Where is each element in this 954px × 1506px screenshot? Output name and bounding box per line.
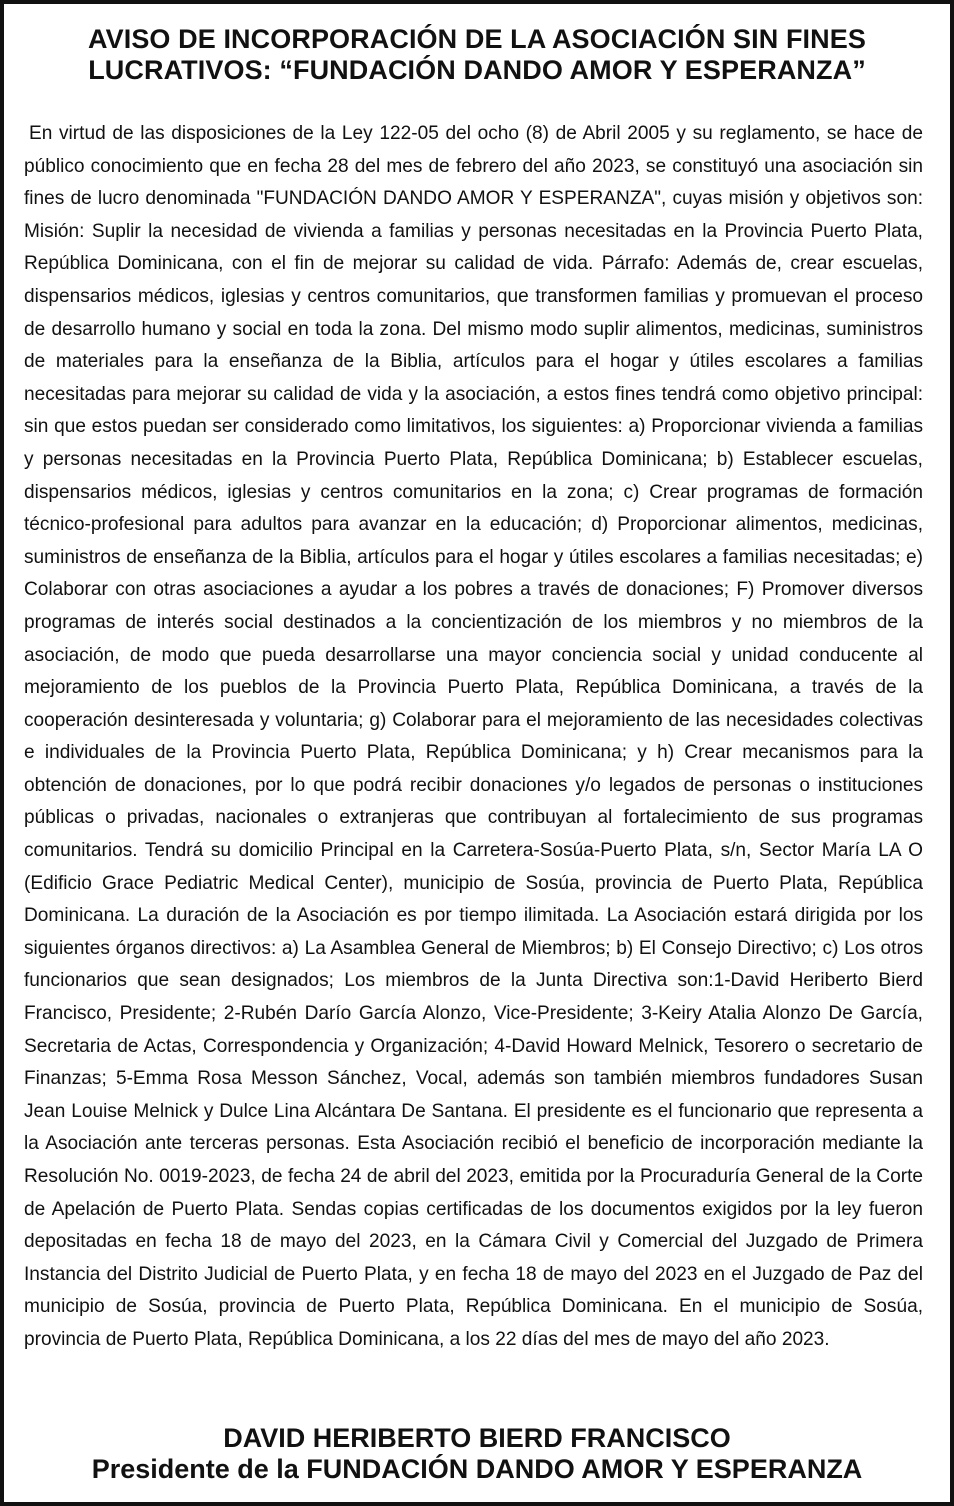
signature-role: Presidente de la FUNDACIÓN DANDO AMOR Y ESPERANZA xyxy=(91,1454,863,1484)
signature-block xyxy=(24,1423,930,1485)
notice-body: En virtud de las disposiciones de la Ley 122-05 del ocho (8) de Abril 2005 y su reglamento, se hace de público conocimiento que en fecha 28 del mes de febrero del año 2023, se constituyó una asociación sin fines de lucro denominada "FUNDACIÓN DANDO AMOR Y ESPERANZA", cuyas misión y objetivos son: Misión: Suplir la necesidad de vivienda a familias y personas necesitadas en la Provincia Puerto Plata, República Dominicana, con el fin de mejorar su calidad de vida. Párrafo: Además de, crear escuelas, dispensarios médicos, iglesias y centros comunitarios, que transformen familias y promuevan el proceso de desarrollo humano y social en toda la zona. Del mismo modo suplir alimentos, medicinas, suministros de materiales para la enseñanza de la Biblia, artículos para el hogar y útiles escolares a familias necesitadas para mejorar su calidad de vida y la asociación, a estos fines tendrá como objetivo principal: sin que estos puedan ser considerado como limitativos, los siguientes: a) Proporcionar vivienda a familias y personas necesitadas en la Provincia Puerto Plata, República Dominicana; b) Establecer escuelas, dispensarios médicos, iglesias y centros comunitarios en la zona; c) Crear programas de formación técnico-profesional para adultos para avanzar en la educación; d) Proporcionar alimentos, medicinas, suministros de enseñanza de la Biblia, artículos para el hogar y útiles escolares a familias necesitadas; e) Colaborar con otras asociaciones a ayudar a los pobres a través de donaciones; F) Promover diversos programas de interés social destinados a la concientización de los miembros y no miembros de la asociación, de modo que pueda desarrollarse una mayor conciencia social y unidad conducente al mejoramiento de los pueblos de la Provincia Puerto Plata, República Dominicana, a través de la cooperación desinteresada y voluntaria; g) Colaborar para el mejoramiento de las necesidades colectivas e individuales de la Provincia Puerto Plata, República Dominicana; y h) Crear mecanismos para la obtención de donaciones, por lo que podrá recibir donaciones y/o legados de personas o instituciones públicas o privadas, nacionales o extranjeras que contribuyan al fortalecimiento de sus programas comunitarios. Tendrá su domicilio Principal en la Carretera-Sosúa-Puerto Plata, s/n, Sector María LA O (Edificio Grace Pediatric Medical Center), municipio de Sosúa, provincia de Puerto Plata, República Dominicana. La duración de la Asociación es por tiempo ilimitada. La Asociación estará dirigida por los siguientes órganos directivos: a) La Asamblea General de Miembros; b) El Consejo Directivo; c) Los otros funcionarios que sean designados; Los miembros de la Junta Directiva son:1-David Heriberto Bierd Francisco, Presidente; 2-Rubén Darío García Alonzo, Vice-Presidente; 3-Keiry Atalia Alonzo De García, Secretaria de Actas, Correspondencia y Organización; 4-David Howard Melnick, Tesorero o secretario de Finanzas; 5-Emma Rosa Messon Sánchez, Vocal, además son también miembros fundadores Susan Jean Louise Melnick y Dulce Lina Alcántara De Santana. El presidente es el funcionario que representa a la Asociación ante terceras personas. Esta Asociación recibió el beneficio de incorporación mediante la Resolución No. 0019-2023, de fecha 24 de abril del 2023, emitida por la Procuraduría General de la Corte de Apelación de Puerto Plata. Sendas copias certificadas de los documentos exigidos por la ley fueron depositadas en fecha 18 de mayo del 2023, en la Cámara Civil y Comercial del Juzgado de Primera Instancia del Distrito Judicial de Puerto Plata, y en fecha 18 de mayo del 2023 en el Juzgado de Paz del municipio de Sosúa, provincia de Puerto Plata, República Dominicana. En el municipio de Sosúa, provincia de Puerto Plata, República Dominicana, a los 22 días del mes de mayo del año 2023. xyxy=(24,123,923,1350)
signature-name: DAVID HERIBERTO BIERD FRANCISCO xyxy=(223,1423,731,1453)
notice-title xyxy=(24,24,930,86)
notice-title-line-1: AVISO DE INCORPORACIÓN DE LA ASOCIACIÓN SIN FINES xyxy=(88,24,866,54)
notice-title-line-2: LUCRATIVOS: “FUNDACIÓN DANDO AMOR Y ESPERANZA” xyxy=(88,55,866,85)
